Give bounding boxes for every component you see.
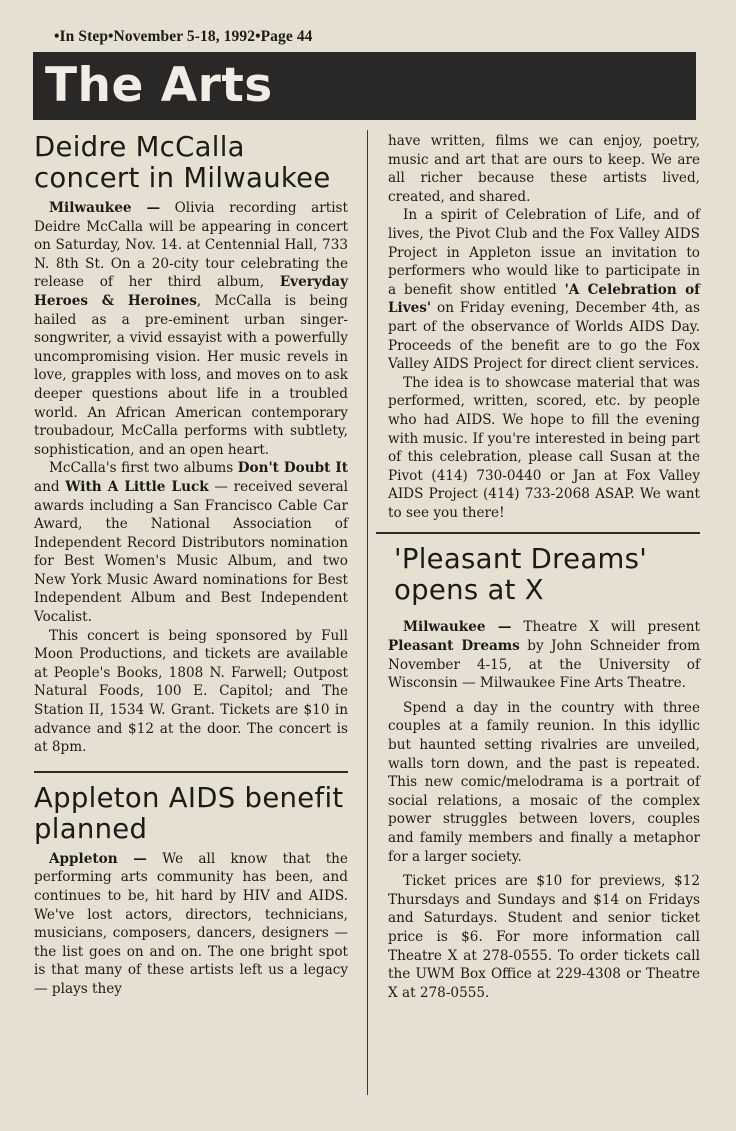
paragraph: This concert is being sponsored by Full Moon Productions, and tickets are available at People's Books, 1808 N. Farwell; Outpost Natural Foods, 100 E. Capitol; and The Station II, 1534 W. Grant. Tickets are $10 in advance and $12 at the door. The concert is at 8pm. (34, 627, 348, 756)
column-divider (367, 130, 368, 1095)
body-text: Olivia recording artist Deidre McCalla will be appearing in concert on Saturday, Nov. 14. at Centennial Hall, 733 N. 8th St. On a 20-city tour celebrating the release of her third album, (34, 200, 348, 291)
dateline: Milwaukee — (403, 619, 512, 636)
event-title: 'A Celebration of Lives' (388, 281, 700, 317)
paragraph (388, 618, 700, 692)
body-text: and (34, 478, 66, 495)
headline-mccalla: Deidre McCalla concert in Milwaukee (34, 131, 331, 194)
paragraph: Spend a day in the country with three couples at a family reunion. In this idyllic but haunted setting rivalries are unveiled, walls torn down, and the past is repeated. This new comic/melodrama is a portrait of social relations, a mosaic of the complex power struggles between lovers, couples and family members and finally a metaphor for a larger society. (388, 699, 700, 865)
article-appleton-continued (388, 132, 700, 522)
body-text: — received several awards including a San Francisco Cable Car Award, the National Association of Independent Record Distributors nomination for Best Women's Music Album, and two New York Music Award nominations for Best Independent Album and Best Independent Vocalist. (34, 478, 348, 626)
article-divider (376, 532, 700, 534)
column-right (388, 132, 700, 1002)
paragraph (34, 459, 348, 626)
album-title: With A Little Luck (65, 478, 209, 495)
body-text: McCalla's first two albums (49, 460, 238, 477)
article-mccalla (34, 132, 348, 757)
article-divider (34, 771, 348, 773)
body-text: , McCalla is being hailed as a pre-eminent urban singer-songwriter, a vivid essayist with a powerfully uncompromising vision. Her music revels in love, grapples with loss, and moves on to ask deeper questions about life in a troubled world. An African American contemporary troubadour, McCalla performs with subtlety, sophistication, and an open heart. (34, 292, 348, 458)
page-folio: •In Step•November 5-18, 1992•Page 44 (54, 28, 313, 45)
body-text: by John Schneider from November 4-15, at the University of Wisconsin — Milwaukee Fine Arts Theatre. (388, 638, 700, 692)
album-title: Don't Doubt It (237, 460, 348, 477)
paragraph: Ticket prices are $10 for previews, $12 Thursdays and Sundays and $14 on Fridays and Saturdays. Student and senior ticket price is $6. For more information call Theatre X at 278-0555. To order tickets call the UWM Box Office at 229-4308 or Theatre X at 278-0555. (388, 873, 700, 1001)
paragraph (34, 199, 348, 459)
article-pleasant-dreams (388, 544, 700, 1002)
dateline: Milwaukee — (49, 200, 161, 216)
dateline: Appleton — (49, 850, 147, 867)
column-left (34, 132, 348, 999)
body-text: We all know that the performing arts community has been, and continues to be, hit hard by HIV and AIDS. We've lost actors, directors, technicians, musicians, composers, dancers, designers — the list goes on and on. The one bright spot is that many of these artists left us a legacy — plays they (34, 850, 348, 997)
paragraph: The idea is to showcase material that was performed, written, scored, etc. by people who had AIDS. We hope to fill the evening with music. If you're interested in being part of this celebration, please call Susan at the Pivot (414) 730-0440 or Jan at Fox Valley AIDS Project (414) 733-2068 ASAP. We want to see you there! (388, 374, 700, 521)
body-text: on Friday evening, December 4th, as part of the observance of Worlds AIDS Day. Proceeds of the benefit are to go the Fox Valley AIDS Project for direct client services. (388, 300, 700, 373)
headline-pleasant-dreams: 'Pleasant Dreams' opens at X (394, 543, 648, 607)
play-title: Pleasant Dreams (388, 638, 520, 655)
article-appleton (34, 783, 348, 999)
body-text: Theatre X will present (511, 619, 701, 636)
paragraph: have written, films we can enjoy, poetry, music and art that are ours to keep. We are all richer because these artists lived, created, and shared. (388, 133, 700, 205)
section-banner (33, 52, 696, 120)
album-title: Everyday Heroes & Heroines (34, 274, 348, 309)
paragraph (388, 206, 700, 373)
body-text: In a spirit of Celebration of Life, and of lives, the Pivot Club and the Fox Valley AIDS Project in Appleton issue an invitation to performers who would like to participate in a benefit show entitled (388, 207, 700, 298)
headline-appleton: Appleton AIDS benefit planned (34, 781, 344, 845)
paragraph (34, 850, 348, 999)
section-title: The Arts (45, 58, 273, 113)
